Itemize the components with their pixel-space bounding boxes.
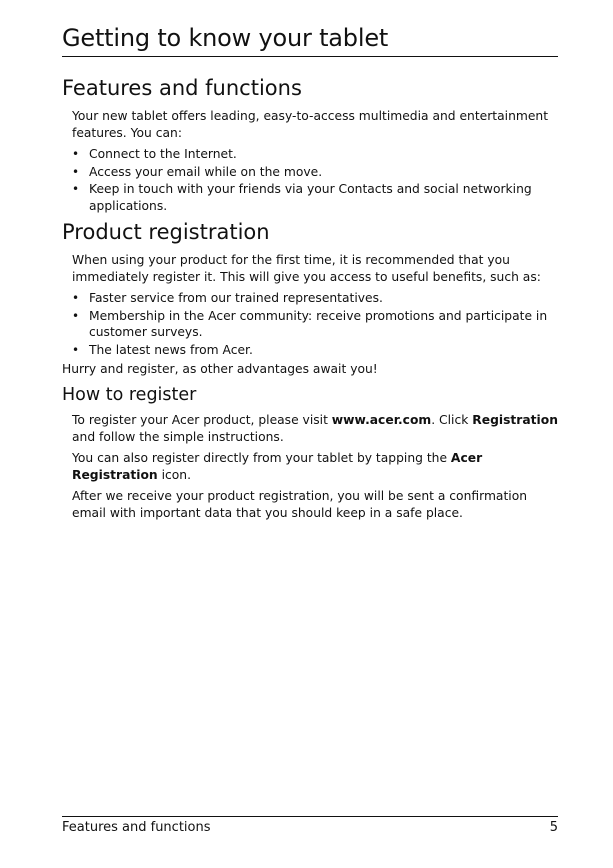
registration-closing: Hurry and register, as other advantages await you! (62, 362, 378, 376)
list-item: • The latest news from Acer. (72, 342, 552, 359)
step-2-text-b: icon. (157, 467, 191, 482)
list-item: • Keep in touch with your friends via your Contacts and social networking applications. (72, 181, 552, 214)
acer-registration-app-term: Acer Registration (72, 451, 483, 482)
registration-intro: When using your product for the first time, it is recommended that you immediately register it. This will give you access to useful benefits, such as: (72, 253, 541, 284)
list-item: • Access your email while on the move. (72, 164, 552, 181)
registration-term: Registration (472, 413, 558, 427)
step-1-text-a: To register your Acer product, please visit (72, 413, 332, 427)
step-2-text-a: You can also register directly from your tablet by tapping the (72, 451, 451, 465)
how-to-register-step-3: After we receive your product registration, you will be sent a confirmation email with important data that you should keep in a safe place. (72, 489, 528, 520)
features-heading: Features and functions (62, 76, 302, 100)
features-intro: Your new tablet offers leading, easy-to-access multimedia and entertainment features. You can: (72, 109, 549, 140)
chapter-title: Getting to know your tablet (62, 22, 558, 57)
registration-benefits-list (72, 290, 552, 359)
features-list (72, 146, 552, 215)
page-number: 5 (549, 820, 558, 835)
footer-section-title: Features and functions (62, 820, 211, 835)
manual-page (62, 0, 558, 868)
list-item: • Connect to the Internet. (72, 146, 552, 163)
step-1-text-b: . Click (431, 413, 473, 427)
registration-heading: Product registration (62, 220, 270, 244)
page-footer (62, 816, 558, 837)
acer-website-link[interactable]: www.acer.com (331, 413, 432, 427)
list-item: • Membership in the Acer community: receive promotions and participate in customer surveys. (72, 308, 552, 341)
how-to-register-heading: How to register (62, 385, 197, 405)
how-to-register-step-2 (72, 450, 558, 483)
list-item: • Faster service from our trained representatives. (72, 290, 552, 307)
how-to-register-step-1 (72, 412, 558, 445)
step-1-text-c: and follow the simple instructions. (72, 429, 284, 444)
